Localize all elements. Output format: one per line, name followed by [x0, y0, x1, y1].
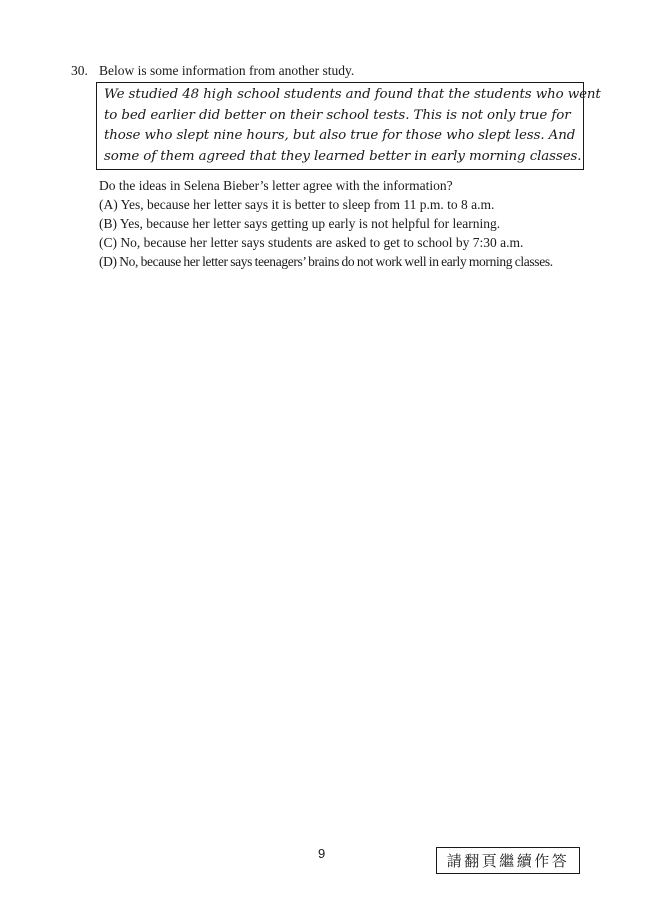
- option-a: (A) Yes, because her letter says it is better to sleep from 11 p.m. to 8 a.m.: [99, 197, 495, 212]
- option-c: (C) No, because her letter says students are asked to get to school by 7:30 a.m.: [99, 235, 524, 250]
- study-info-box: [96, 82, 601, 170]
- info-line: We studied 48 high school students and found that the students who went: [104, 87, 601, 102]
- answer-options: [99, 195, 553, 271]
- question-number: 30.: [71, 63, 88, 78]
- option-b: (B) Yes, because her letter says getting up early is not helpful for learning.: [99, 216, 501, 231]
- turn-page-notice: 請翻頁繼續作答: [436, 847, 580, 874]
- question-stem: Below is some information from another study.: [99, 63, 355, 78]
- info-line: some of them agreed that they learned better in early morning classes.: [104, 148, 582, 164]
- page-number: 9: [318, 846, 326, 861]
- option-d: (D) No, because her letter says teenagers’ brains do not work well in early morning classes.: [99, 254, 553, 269]
- info-line: those who slept nine hours, but also true for those who slept less. And: [104, 128, 576, 144]
- info-line: to bed earlier did better on their school tests. This is not only true for: [104, 107, 571, 123]
- question-prompt: Do the ideas in Selena Bieber’s letter agree with the information?: [99, 178, 453, 193]
